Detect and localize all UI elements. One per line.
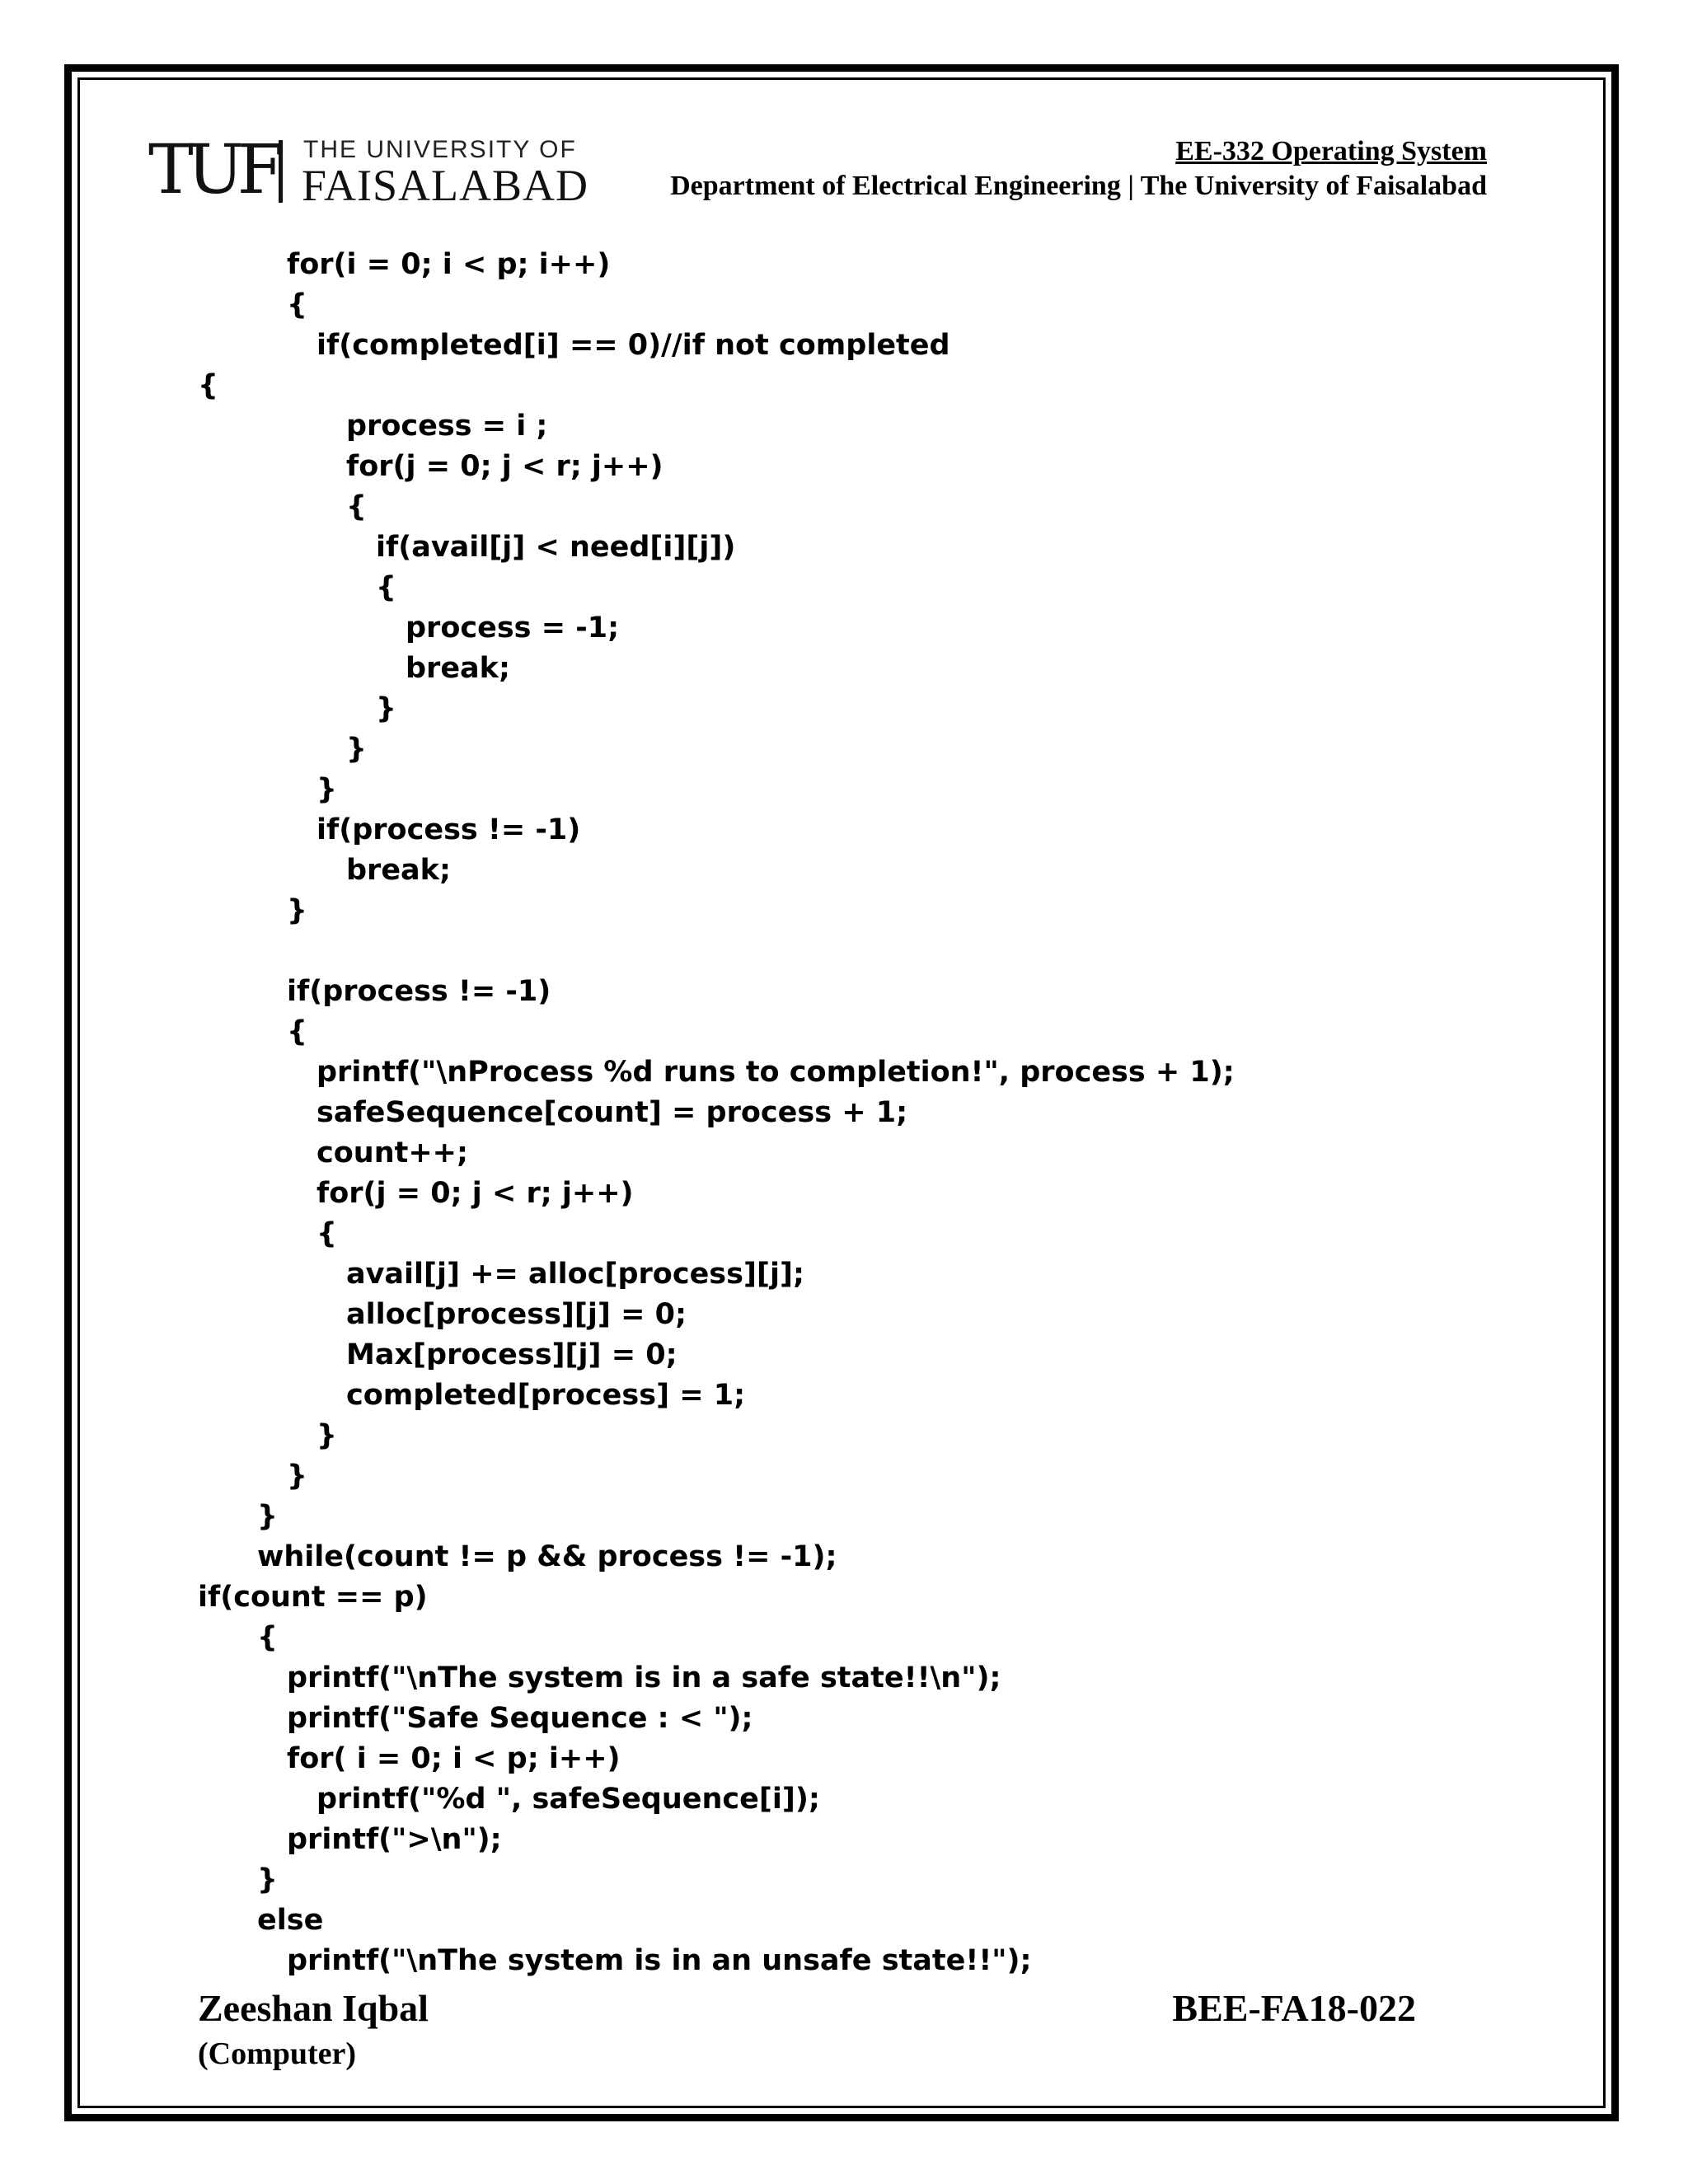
code-line: safeSequence[count] = process + 1; — [316, 1096, 908, 1129]
author-name: Zeeshan Iqbal — [198, 1987, 429, 2029]
registration-number: BEE-FA18-022 — [1172, 1987, 1416, 2029]
code-line: if(count == p) — [198, 1581, 428, 1614]
code-line: break; — [346, 854, 451, 887]
code-line: { — [257, 1621, 278, 1654]
code-line: while(count != p && process != -1); — [257, 1540, 837, 1573]
code-line: } — [257, 1863, 278, 1896]
code-line: { — [346, 490, 367, 523]
code-line: } — [287, 894, 307, 927]
code-line: } — [346, 733, 367, 766]
author-department: (Computer) — [198, 2036, 357, 2071]
code-listing — [0, 245, 1688, 1977]
logo-line-2: FAISALABAD — [302, 161, 589, 210]
code-line: } — [287, 1460, 307, 1493]
code-line: avail[j] += alloc[process][j]; — [346, 1258, 804, 1291]
code-line: if(process != -1) — [287, 975, 551, 1008]
code-line: completed[process] = 1; — [346, 1379, 746, 1412]
logo-line-1: THE UNIVERSITY OF — [303, 136, 577, 163]
code-line: for(j = 0; j < r; j++) — [316, 1177, 634, 1210]
code-line: } — [316, 1419, 337, 1452]
code-line: { — [316, 1217, 337, 1250]
code-line: } — [257, 1500, 278, 1533]
code-line: printf("%d ", safeSequence[i]); — [316, 1783, 820, 1816]
code-line: if(process != -1) — [316, 813, 581, 846]
code-line: for(i = 0; i < p; i++) — [287, 248, 611, 281]
logo-mark: TUF — [148, 131, 278, 209]
code-line: printf("\nProcess %d runs to completion!", process + 1); — [316, 1056, 1235, 1089]
code-line: printf("\nThe system is in a safe state!!\n"); — [287, 1661, 1001, 1694]
code-line: process = -1; — [406, 612, 620, 644]
code-line: { — [287, 288, 307, 321]
code-line: for( i = 0; i < p; i++) — [287, 1742, 621, 1775]
code-line: Max[process][j] = 0; — [346, 1338, 678, 1371]
code-line: } — [376, 692, 396, 725]
code-line: { — [376, 571, 396, 604]
course-title: EE-332 Operating System — [1175, 136, 1487, 166]
code-line: printf("Safe Sequence : < "); — [287, 1702, 753, 1735]
code-line: { — [287, 1015, 307, 1048]
code-line: printf("\nThe system is in an unsafe state!!"); — [287, 1944, 1032, 1977]
code-line: if(avail[j] < need[i][j]) — [376, 531, 736, 564]
code-line: printf(">\n"); — [287, 1823, 502, 1856]
logo-divider — [279, 140, 283, 203]
code-line: else — [257, 1904, 324, 1937]
department-header: Department of Electrical Engineering | The University of Faisalabad — [670, 171, 1487, 201]
code-line: count++; — [316, 1137, 469, 1169]
code-line: for(j = 0; j < r; j++) — [346, 450, 663, 483]
code-line: } — [316, 773, 337, 806]
code-line: process = i ; — [346, 410, 548, 443]
code-line: break; — [406, 652, 510, 685]
code-line: alloc[process][j] = 0; — [346, 1298, 687, 1331]
code-line: { — [198, 369, 218, 402]
code-line: if(completed[i] == 0)//if not completed — [316, 329, 950, 362]
